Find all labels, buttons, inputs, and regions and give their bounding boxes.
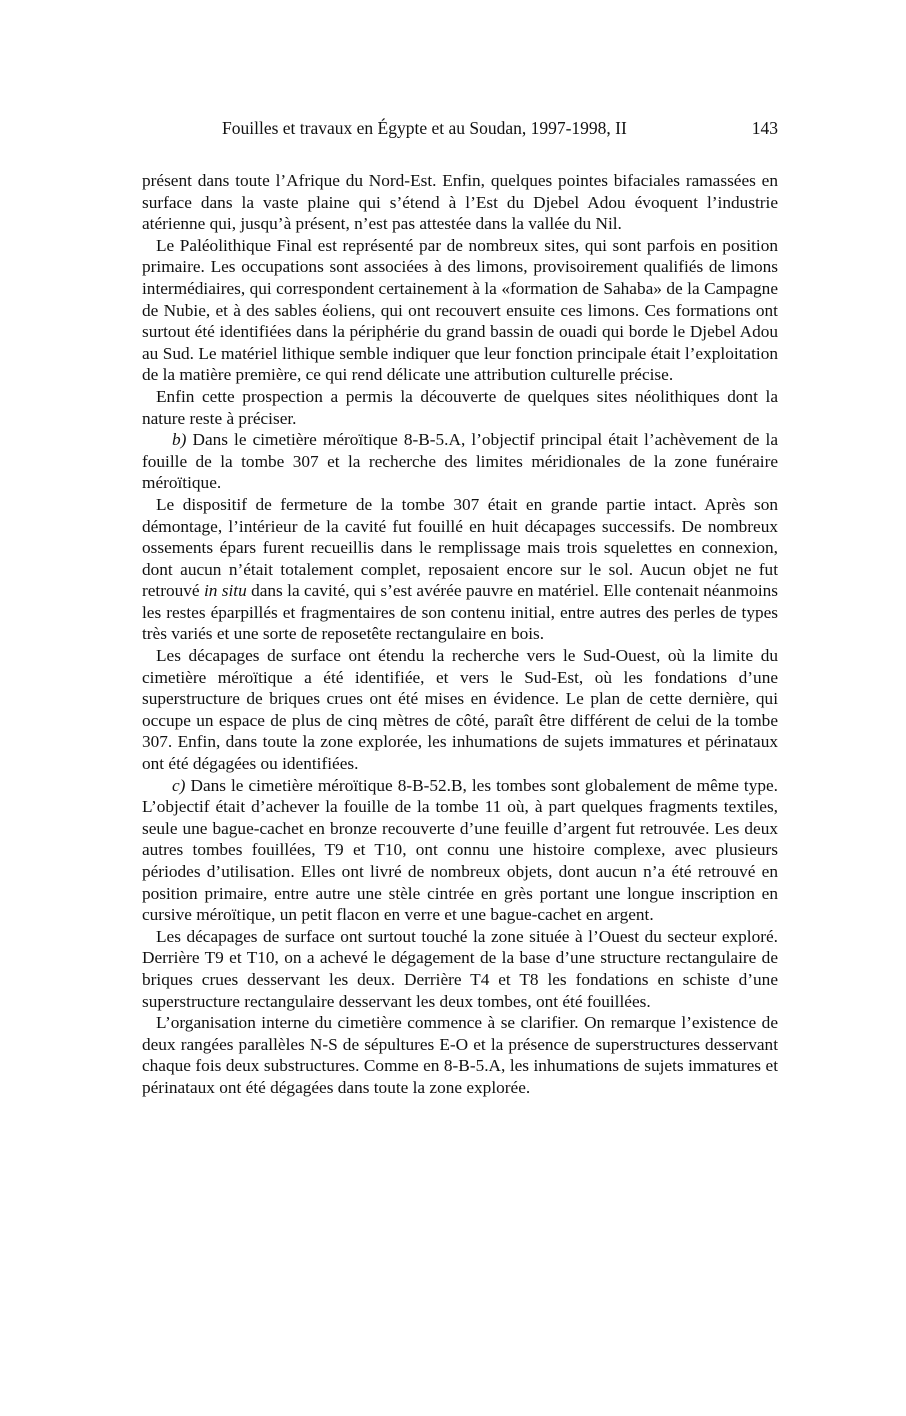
section-label-b: b)	[172, 430, 187, 450]
paragraph-text: présent dans toute l’Afrique du Nord-Est. Enfin, quelques pointes bifaciales ramassées en surface dans la vaste plaine qui s’étend à l’Est du Djebel Adou évoquent l’industrie atérienne qui, jusqu’à présent, n’est pas attestée dans la vallée du Nil.	[142, 171, 778, 234]
paragraph-neolithic-sites	[142, 386, 778, 429]
page-number: 143	[751, 118, 778, 138]
in-situ-term: in situ	[203, 581, 247, 601]
paragraph-cemetery-organisation	[142, 1012, 778, 1098]
paragraph-final-paleolithic	[142, 235, 778, 386]
section-label-c: c)	[172, 775, 186, 795]
paragraph-cemetery-8-b-52b	[142, 775, 778, 926]
paragraph-text: Enfin cette prospection a permis la découverte de quelques sites néolithiques dont la nature reste à préciser.	[142, 386, 778, 428]
paragraph-text: Dans le cimetière méroïtique 8-B-52.B, les tombes sont globalement de même type. L’objectif était d’achever la fouille de la tombe 11 où, à part quelques fragments textiles, seule une bague-cachet en bronze recouverte d’une feuille d’argent fut retrouvée. Les deux autres tombes fouillées, T9 et T10, ont connu une histoire complexe, avec plusieurs périodes d’utilisation. Elles ont livré de nombreux objets, dont aucun n’a été retrouvé en position primaire, entre autre une stèle cintrée en grès portant une longue inscription en cursive méroïtique, un petit flacon en verre et une bague-cachet en argent.	[142, 775, 778, 925]
running-title: Fouilles et travaux en Égypte et au Soudan, 1997-1998, II	[222, 118, 627, 138]
paragraph-text: Le Paléolithique Final est représenté par de nombreux sites, qui sont parfois en position primaire. Les occupations sont associées à des limons, provisoirement qualifiés de limons intermédiaires, qui correspondent certainement à la «formation de Sahaba» de la Campagne de Nubie, et à des sables éoliens, qui ont recouvert ensuite ces limons. Ces formations ont surtout été identifiées dans la périphérie du grand bassin de ouadi qui borde le Djebel Adou au Sud. Le matériel lithique semble indiquer que leur fonction principale était l’exploitation de la matière première, ce qui rend délicate une attribution culturelle précise.	[142, 235, 778, 385]
paragraph-tomb-307	[142, 494, 778, 645]
paragraph-surface-clearing-west	[142, 926, 778, 1012]
paragraph-text: Les décapages de surface ont surtout touché la zone située à l’Ouest du secteur exploré. Derrière T9 et T10, on a achevé le dégagement de la base d’une structure rectangulaire de briques crues desservant les deux. Derrière T4 et T8 les fondations en schiste d’une superstructure rectangulaire desservant les deux tombes, ont été fouillées.	[142, 926, 778, 1011]
paragraph-text: Dans le cimetière méroïtique 8-B-5.A, l’objectif principal était l’achèvement de la fouille de la tombe 307 et la recherche des limites méridionales de la zone funéraire méroïtique.	[142, 430, 778, 493]
paragraph-text: dans la cavité, qui s’est avérée pauvre en matériel. Elle contenait néanmoins les restes éparpillés et fragmentaires de son contenu initial, entre autres des perles de types très variés et une sorte de reposetête rectangulaire en bois.	[142, 581, 778, 644]
paragraph-text: Les décapages de surface ont étendu la recherche vers le Sud-Ouest, où la limite du cimetière méroïtique a été identifiée, et vers le Sud-Est, où les fondations d’une superstructure de briques crues ont été mises en évidence. Le plan de cette dernière, qui occupe un espace de plus de cinq mètres de côté, paraît être différent de celui de la tombe 307. Enfin, dans toute la zone explorée, les inhumations de sujets immatures et périnataux ont été dégagées ou identifiées.	[142, 646, 778, 774]
page-header	[142, 118, 778, 142]
paragraph-surface-clearing	[142, 645, 778, 775]
paragraph-text: Le dispositif de fermeture de la tombe 307 était en grande partie intact. Après son démontage, l’intérieur de la cavité fut fouillé en huit décapages successifs. De nombreux ossements épars furent recueillis dans le remplissage mais trois squelettes en connexion, dont aucun n’était totalement complet, reposaient encore sur le sol. Aucun objet ne fut retrouvé	[142, 494, 778, 601]
body-text	[142, 170, 778, 1099]
paragraph-aterian-industry	[142, 170, 778, 235]
paragraph-text: L’organisation interne du cimetière commence à se clarifier. On remarque l’existence de deux rangées parallèles N-S de sépultures E-O et la présence de superstructures desservant chaque fois deux substructures. Comme en 8-B-5.A, les inhumations de sujets immatures et périnataux ont été dégagées dans toute la zone explorée.	[142, 1013, 778, 1097]
paragraph-cemetery-8-b-5a	[142, 429, 778, 494]
